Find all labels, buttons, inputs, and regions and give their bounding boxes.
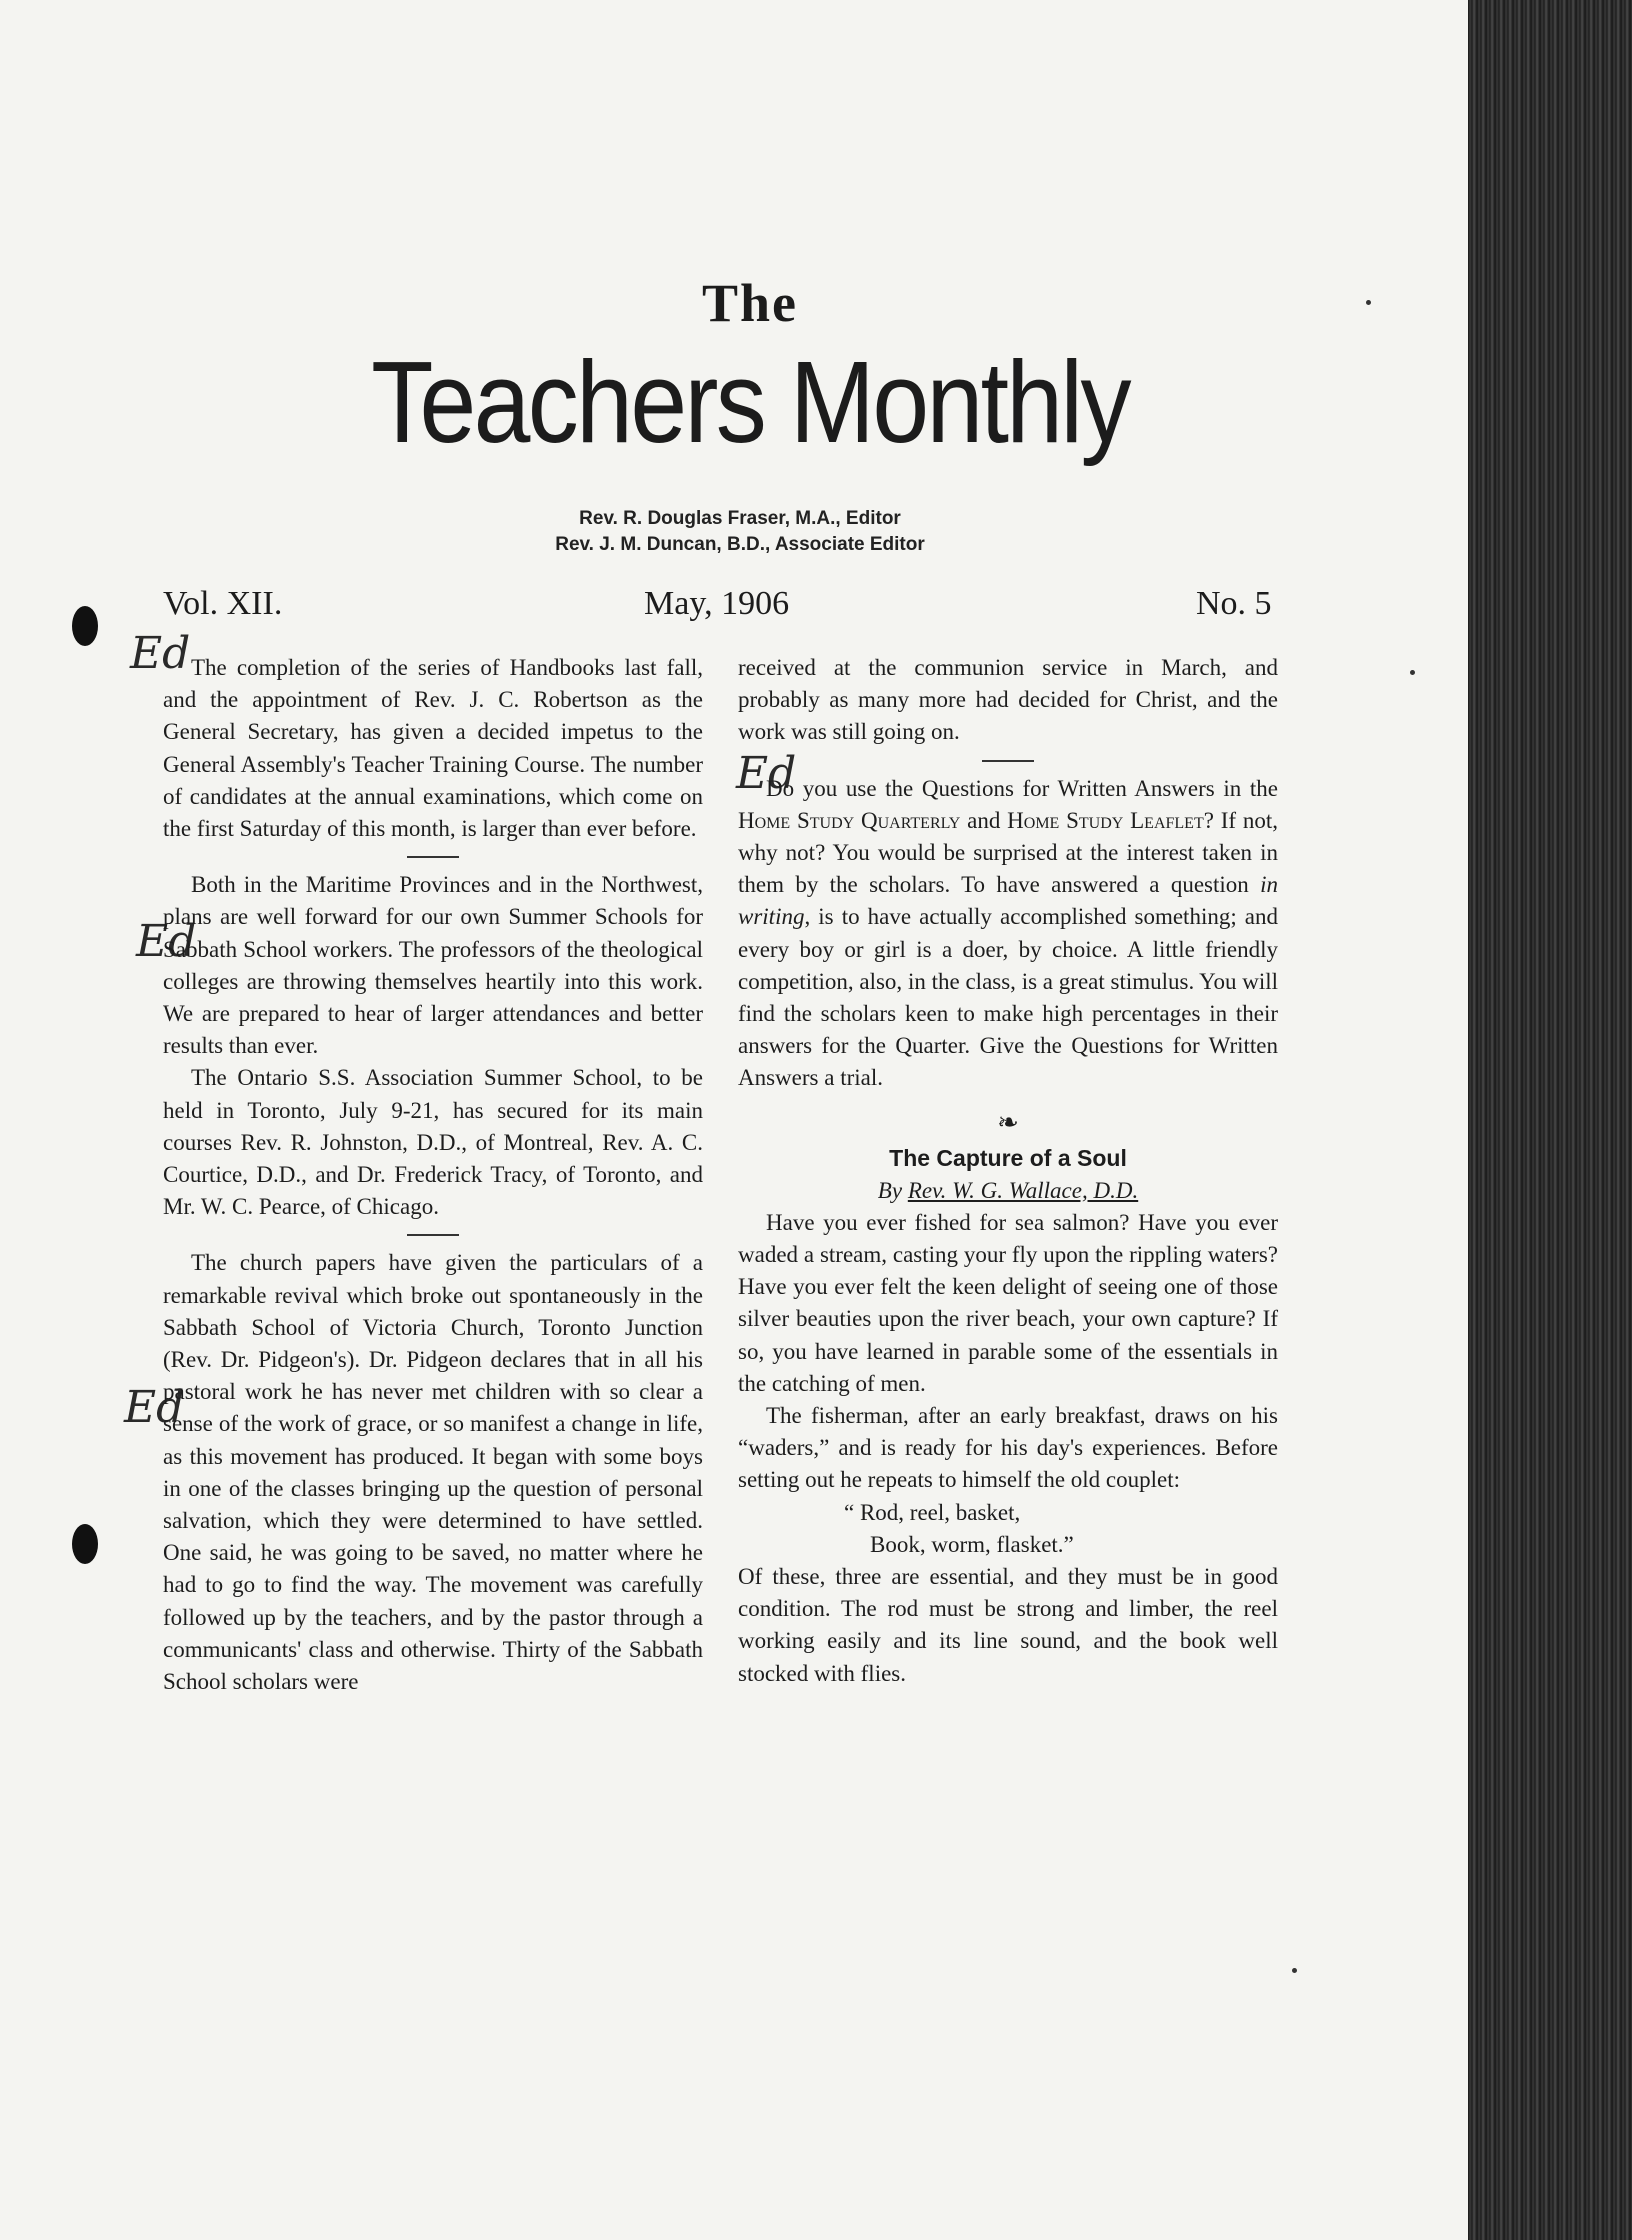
handwritten-ed-mark: Ed <box>124 1382 185 1433</box>
paragraph-summer-schools: Both in the Maritime Provinces and in the Northwest, plans are well forward for our own Summer Schools for Sabbath School workers. The professors of the theological colleges are throwing themselves heartily into this work. We are prepared to hear of larger attendances and better results than ever. <box>163 872 703 1059</box>
divider <box>982 760 1034 762</box>
binding-hole <box>72 606 98 646</box>
editor-credit: Rev. R. Douglas Fraser, M.A., Editor <box>579 508 901 529</box>
masthead-title: Teachers Monthly <box>371 337 1129 467</box>
speck <box>1366 300 1371 305</box>
issue-date: May, 1906 <box>644 585 790 622</box>
speck <box>1410 670 1415 675</box>
handwritten-ed-mark: Ed <box>130 628 191 679</box>
paragraph-ontario-association: The Ontario S.S. Association Summer School, to be held in Toronto, July 9-21, has secured for its main courses Rev. R. Johnston, D.D., of Montreal, Rev. A. C. Courtice, D.D., and Dr. Frederick Tracy, of Toronto, and Mr. W. C. Pearce, of Chicago. <box>163 1065 703 1220</box>
paragraph-written-answers: Do you use the Questions for Written Answers in the Home Study Quarterly and Home Study Leaflet? If not, why not? You would be surprised at the interest taken in them by the scholars. To have answered a question in writing, is to have actually accomplished something; and every boy or girl is a doer, by choice. A little friendly competition, also, in the class, is a great stimulus. You will find the scholars keen to make high percentages in their answers for the Quarter. Give the Questions for Written Answers a trial. <box>738 775 1278 1091</box>
paragraph-revival-continued: received at the communion service in March, and probably as many more had decided for Christ, and the work was still going on. <box>738 655 1278 745</box>
divider <box>407 856 459 858</box>
article-title: The Capture of a Soul <box>889 1144 1127 1171</box>
right-column <box>738 652 1278 1690</box>
paragraph-revival: The church papers have given the particulars of a remarkable revival which broke out spontaneously in the Sabbath School of Victoria Church, Toronto Junction (Rev. Dr. Pidgeon's). Dr. Pidgeon declares that in all his pastoral work he has never met children with so clear a sense of the work of grace, or so manifest a change in life, as this movement has produced. It began with some boys in one of the classes bringing up the question of personal salvation, which they were determined to have settled. One said, he was going to be saved, no matter where he had to go to find the way. The movement was carefully followed up by the teachers, and by the pastor through a communicants' class and otherwise. Thirty of the Sabbath School scholars were <box>163 1250 703 1695</box>
speck <box>1292 1968 1297 1973</box>
associate-editor-credit: Rev. J. M. Duncan, B.D., Associate Editor <box>555 534 925 555</box>
couplet-line: “ Rod, reel, basket, <box>844 1499 1021 1525</box>
issue-number: No. 5 <box>1196 585 1272 622</box>
masthead-the: The <box>701 273 799 333</box>
article-paragraph: Have you ever fished for sea salmon? Have you ever waded a stream, casting your fly upon the rippling waters? Have you ever felt the keen delight of seeing one of those silver beauties upon the river beach, your own capture? If so, you have learned in parable some of the essentials in the catching of men. <box>738 1209 1278 1396</box>
article-paragraph: The fisherman, after an early breakfast, draws on his “waders,” and is ready for his day's experiences. Before setting out he repeats to himself the old couplet: <box>738 1403 1278 1493</box>
handwritten-ed-mark: Ed <box>136 916 197 967</box>
divider <box>407 1234 459 1236</box>
home-study-leaflet: Home Study Leaflet <box>1007 807 1204 833</box>
left-column <box>163 652 703 1698</box>
home-study-quarterly: Home Study Quarterly <box>738 807 961 833</box>
ornament-icon: ❧ <box>997 1107 1019 1137</box>
paragraph-teacher-training: The completion of the series of Handbooks last fall, and the appointment of Rev. J. C. Robertson as the General Secretary, has given a decided impetus to the General Assembly's Teacher Training Course. The number of candidates at the annual examinations, which come on the first Saturday of this month, is larger than ever before. <box>163 655 703 842</box>
binding-hole <box>72 1524 98 1564</box>
article-byline: By Rev. W. G. Wallace, D.D. <box>877 1177 1139 1203</box>
page-stack-edge <box>1468 0 1632 2240</box>
couplet-line: Book, worm, flasket.” <box>870 1531 1074 1557</box>
volume-label: Vol. XII. <box>163 585 283 622</box>
handwritten-ed-mark: Ed <box>736 748 797 799</box>
article-paragraph: Of these, three are essential, and they must be in good condition. The rod must be strong and limber, the reel working easily and its line sound, and the book well stocked with flies. <box>738 1564 1278 1686</box>
